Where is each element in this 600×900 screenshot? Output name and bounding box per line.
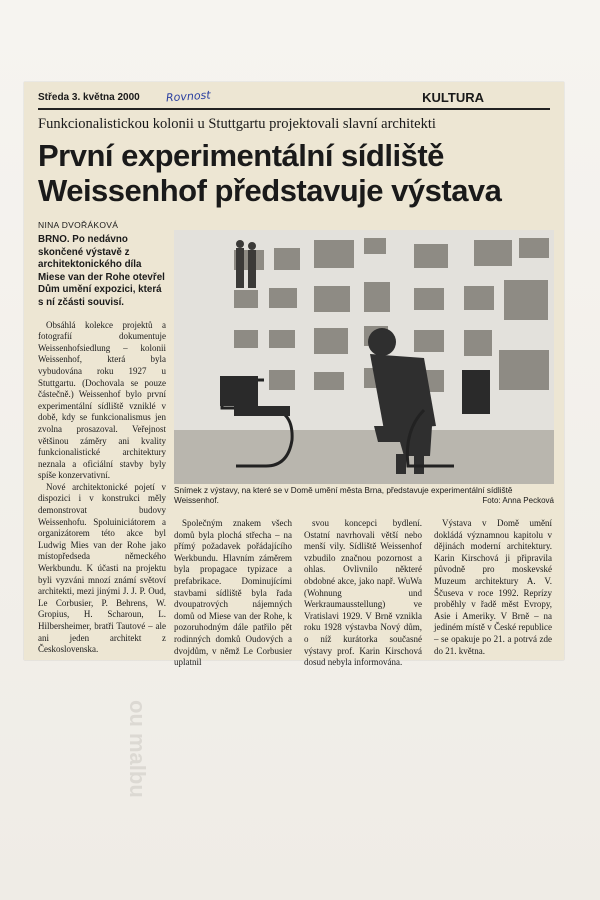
body-column-3: svou koncepci bydlení. Ostatní navrhovali větší nebo menší vily. Sídliště Weissenhof vzbudilo značnou pozornost a ohlas. Ovlivnilo některé obdobné akce, jako např. WuWa (Wohnung und Werkraumausstellung) ve Vratislavi 1929. V Brně vznikla roku 1928 výstavba Nový dům, o níž kurátorka současné výstavy prof. Karin Kirschová dosud nebyla informována. [304, 518, 422, 668]
masthead-bar [38, 90, 558, 108]
article-kicker: Funkcionalistickou kolonii u Stuttgartu projektovali slavní architekti [38, 116, 436, 132]
body-column-2: Společným znakem všech domů byla plochá střecha – na přímý požadavek pořádajícího Werkbundu. Hlavním záměrem byla propagace typizace a prefabrikace. Dominujícími stavbami sídliště byla řada dvoupatrových nájemných domů od Miese van der Rohe, k pozoruhodným dále patřilo pět rodinných domků Oudových a dvojdům, v němž Le Corbusier uplatnil [174, 518, 292, 668]
article-lead: BRNO. Po nedávno skončené výstavě z architektonického díla Miese van der Rohe otevřel Dům umění expozici, která s ní zčásti souvisí. [38, 234, 165, 308]
bleed-through-text: ou malbu [125, 700, 150, 798]
newspaper-clipping [24, 82, 564, 668]
exhibition-photo-icon [174, 230, 554, 484]
exhibition-photo [174, 230, 554, 484]
handwritten-note: Rovnost [165, 88, 212, 105]
masthead-rule [38, 108, 550, 110]
section-label: KULTURA [422, 90, 484, 105]
lead-column [38, 234, 166, 656]
body-column-4: Výstava v Domě umění dokládá významnou kapitolu v dějinách moderní architektury. Karin Kirschová ji připravila původně pro moskevské Muzeum architektury A. V. Ščuseva v roce 1992. Reprízy proběhly v řadě měst Evropy, Asie i Ameriky. V Brně – na jediném místě v České republice – se opakuje po 21. a potrvá zde do 21. května. [434, 518, 552, 656]
body-paragraph: Nové architektonické pojetí v dispozici i v konstrukci měly demonstrovat budovy Weissenhofu. Spoluiniciátorem a organizátorem této akce byl Ludwig Mies van der Rohe jako místopředseda německého Werkbundu. K účasti na projektu byli vyzváni mnozí známí světoví architekti, mezi jinými J. J. P. Oud, Le Corbusier, P. Behrens, W. Gropius, H. Scharoun, L. Hilbersheimer, bratři Tautové – ale ani jeden architekt z Československa. [38, 481, 166, 655]
photo-caption: Snímek z výstavy, na které se v Domě umění města Brna, představuje experimentální sídliště Weissenhof. [174, 486, 513, 505]
photo-credit: Foto: Anna Pecková [482, 496, 554, 505]
issue-date: Středa 3. května 2000 [38, 92, 140, 103]
author-byline: NINA DVOŘÁKOVÁ [38, 220, 119, 230]
article-headline [38, 138, 558, 208]
headline-line-1: První experimentální sídliště [38, 138, 444, 173]
headline-line-2: Weissenhof představuje výstava [38, 173, 502, 208]
body-paragraph: Obsáhlá kolekce projektů a fotografií dokumentuje Weissenhofsiedlung – kolonii Weissenhof, která byla vybudována roku 1927 u Stuttgartu. (Dochovala se pouze částečně.) Weissenhof bylo první experimentální sídliště vzniklé v době, kdy se funkcionalismus jen zvolna prosazoval. Veřejnost většinou záměry ani kvality funkcionalistické architektury neznala a oficiální stavby byly spíše konzervativní. [38, 319, 166, 481]
